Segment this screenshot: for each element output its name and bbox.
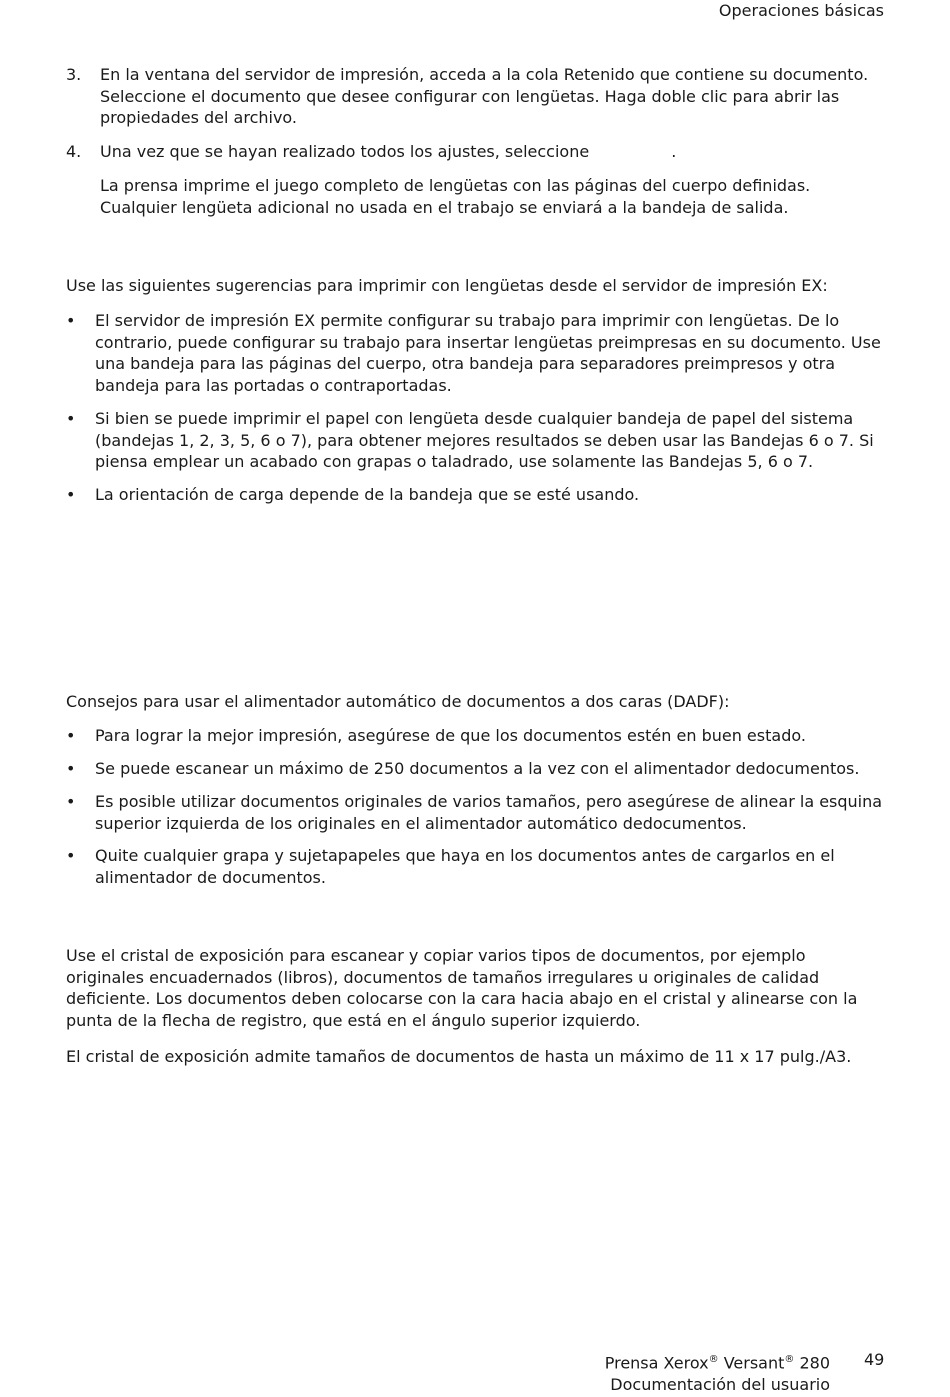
step-4	[66, 141, 886, 163]
bullet: •	[66, 485, 76, 504]
page-number: 49	[864, 1350, 885, 1369]
step-4-note: La prensa imprime el juego completo de lengüetas con las páginas del cuerpo definidas. Cualquier lengüeta adicional no usada en el trabajo se enviará a la bandeja de salida.	[100, 176, 811, 217]
registered-mark: ®	[708, 1354, 719, 1365]
list-item-text: Es posible utilizar documentos originales de varios tamaños, pero asegúrese de alinear la esquina superior izquierda de los originales en el alimentador automático dedocumentos.	[95, 792, 883, 833]
list-item	[66, 408, 886, 473]
step-3	[66, 64, 886, 129]
glass-paragraph-1: Use el cristal de exposición para escanear y copiar varios tipos de documentos, por ejemplo originales encuadernados (libros), documentos de tamaños irregulares u originales de calidad deficiente. Los documentos deben colocarse con la cara hacia abajo en el cristal y alinearse con la punta de la flecha de registro, que está en el ángulo superior izquierdo.	[66, 946, 858, 1030]
list-item	[66, 791, 886, 834]
list-item-text: El servidor de impresión EX permite configurar su trabajo para imprimir con lengüetas. De lo contrario, puede configurar su trabajo para insertar lengüetas preimpresas en su documento. Use una bandeja para las páginas del cuerpo, otra bandeja para separadores preimpresos y otra bandeja para las portadas o contraportadas.	[95, 311, 881, 395]
registered-mark: ®	[784, 1354, 795, 1365]
list-item	[66, 758, 886, 780]
glass-paragraph-2: El cristal de exposición admite tamaños de documentos de hasta un máximo de 11 x 17 pulg./A3.	[66, 1047, 852, 1066]
list-item-text: La orientación de carga depende de la bandeja que se esté usando.	[95, 485, 640, 504]
list-item	[66, 484, 886, 506]
list-item-text: Si bien se puede imprimir el papel con lengüeta desde cualquier bandeja de papel del sistema (bandejas 1, 2, 3, 5, 6 o 7), para obtener mejores resultados se deben usar las Bandejas 6 o 7. Si piensa emplear un acabado con grapas o taladrado, use solamente las Bandejas 5, 6 o 7.	[95, 409, 874, 471]
step-text	[66, 141, 886, 163]
footer-doc-title: Documentación del usuario	[610, 1375, 830, 1395]
bullet: •	[66, 759, 76, 778]
step-text: En la ventana del servidor de impresión, acceda a la cola Retenido que contiene su documento. Seleccione el documento que desee configurar con lengüetas. Haga doble clic para abrir las propiedades del archivo.	[100, 65, 869, 127]
list-item	[66, 310, 886, 396]
bullet: •	[66, 846, 76, 865]
product-model: 280	[794, 1353, 830, 1373]
product-prefix: Prensa Xerox	[604, 1353, 709, 1373]
product-brand: Versant	[718, 1353, 785, 1373]
list-item-text: Se puede escanear un máximo de 250 documentos a la vez con el alimentador dedocumentos.	[95, 759, 860, 778]
step-text-main: Una vez que se hayan realizado todos los ajustes, seleccione	[100, 142, 590, 161]
bullet: •	[66, 409, 76, 428]
tabs-tips-intro: Use las siguientes sugerencias para imprimir con lengüetas desde el servidor de impresión EX:	[66, 276, 828, 295]
step-number: 4.	[66, 142, 82, 161]
list-item-text: Para lograr la mejor impresión, asegúrese de que los documentos estén en buen estado.	[95, 726, 806, 745]
list-item	[66, 845, 886, 888]
step-number: 3.	[66, 65, 82, 84]
footer-product	[605, 1349, 830, 1396]
running-header: Operaciones básicas	[718, 1, 884, 20]
bullet: •	[66, 311, 76, 330]
bullet: •	[66, 792, 76, 811]
list-item	[66, 725, 886, 747]
bullet: •	[66, 726, 76, 745]
list-item-text: Quite cualquier grapa y sujetapapeles que haya en los documentos antes de cargarlos en el alimentador de documentos.	[95, 846, 835, 887]
dadf-intro: Consejos para usar el alimentador automático de documentos a dos caras (DADF):	[66, 692, 730, 711]
step-text-end: .	[671, 142, 677, 161]
footer-product-line	[605, 1349, 830, 1374]
